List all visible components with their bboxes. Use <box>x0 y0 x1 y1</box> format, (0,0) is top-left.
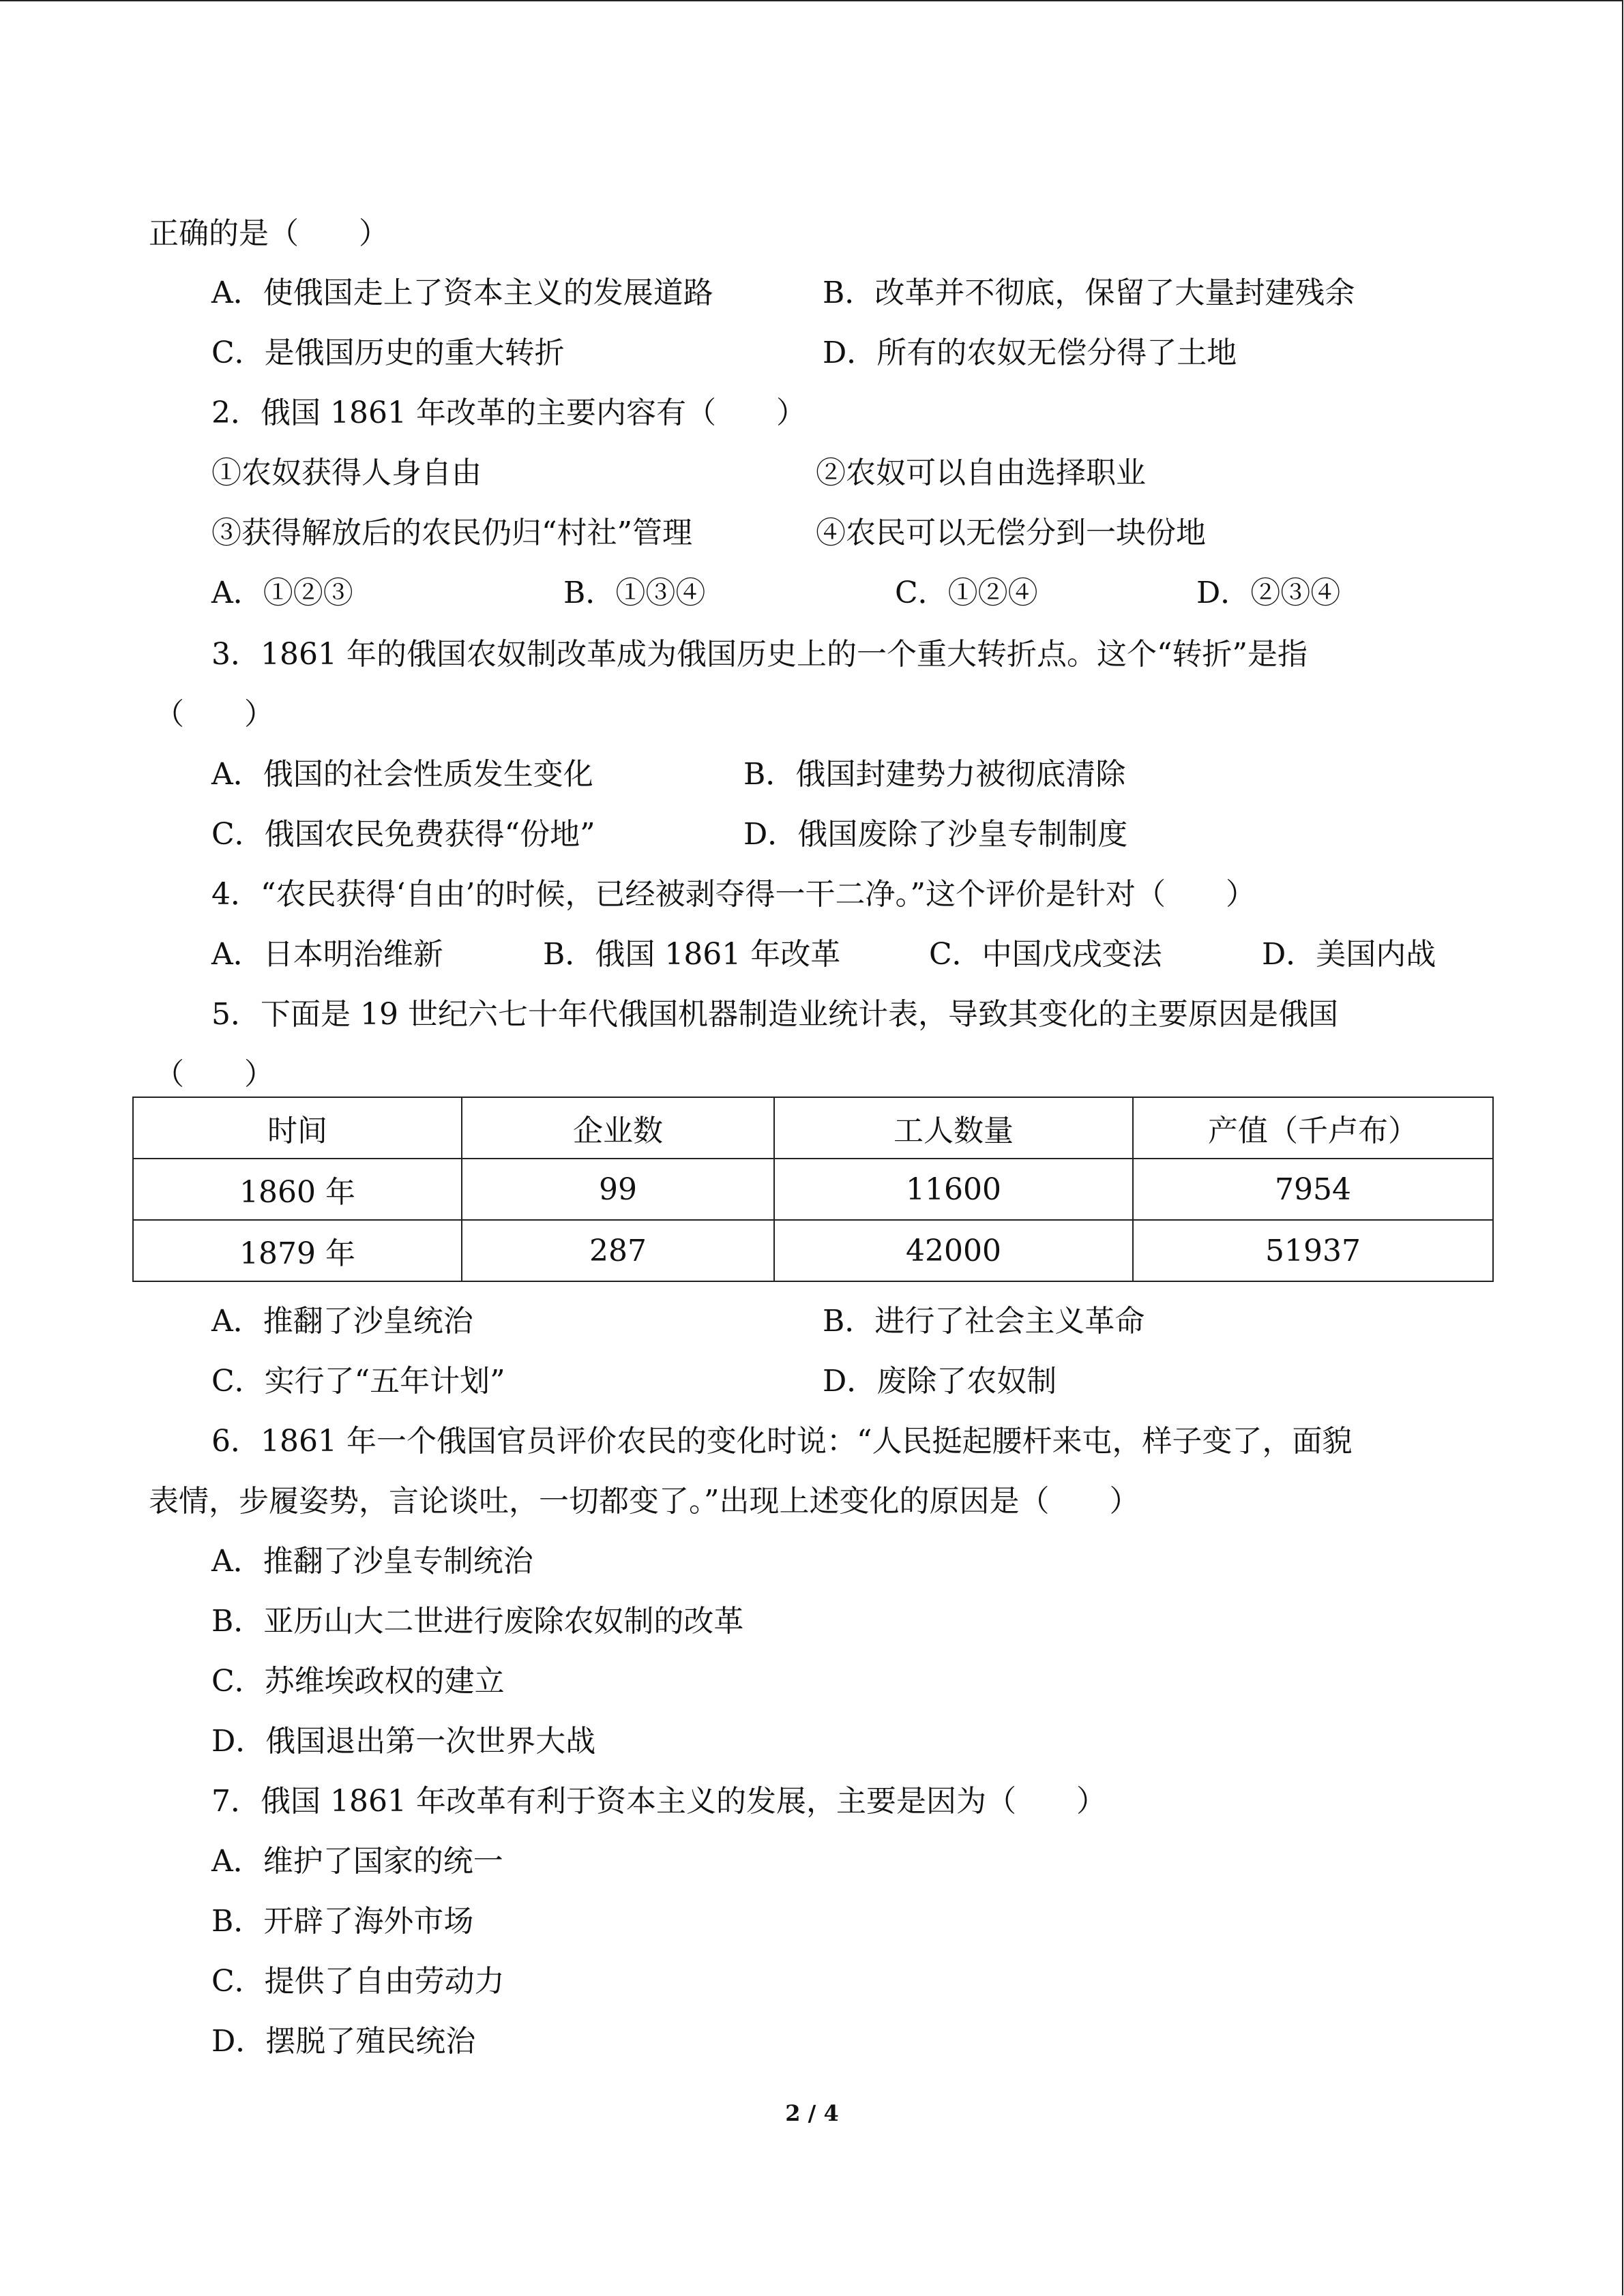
q2-item-3: ③获得解放后的农民仍归“村社”管理 <box>211 516 692 550</box>
q6-option-c: C．苏维埃政权的建立 <box>211 1664 505 1699</box>
table-cell: 99 <box>462 1159 774 1220</box>
q7-option-a: A．维护了国家的统一 <box>211 1844 503 1879</box>
q5-option-c: C．实行了“五年计划” <box>211 1364 505 1399</box>
q3-option-c: C．俄国农民免费获得“份地” <box>211 817 595 852</box>
table-cell: 1860 年 <box>133 1159 462 1220</box>
q4-option-b: B．俄国 1861 年改革 <box>543 937 841 972</box>
q7-stem: 7．俄国 1861 年改革有利于资本主义的发展，主要是因为（ ） <box>211 1784 1106 1819</box>
table-cell: 7954 <box>1133 1159 1493 1220</box>
q3-option-a: A．俄国的社会性质发生变化 <box>211 757 593 792</box>
q4-option-a: A．日本明治维新 <box>211 937 443 972</box>
q5-stem-line2: （ ） <box>154 1057 274 1092</box>
q4-option-d: D．美国内战 <box>1262 937 1436 972</box>
q2-item-4: ④农民可以无偿分到一块份地 <box>816 516 1206 550</box>
q2-option-d: D．②③④ <box>1196 576 1341 610</box>
q1-option-a: A．使俄国走上了资本主义的发展道路 <box>211 275 713 310</box>
table-header-cell: 企业数 <box>462 1097 774 1159</box>
intro-line: 正确的是（ ） <box>149 216 389 251</box>
q7-option-b: B．开辟了海外市场 <box>211 1904 474 1939</box>
q5-option-b: B．进行了社会主义革命 <box>823 1304 1145 1339</box>
q2-option-b: B．①③④ <box>563 576 706 610</box>
q3-stem-line2: （ ） <box>154 697 274 732</box>
q2-stem: 2．俄国 1861 年改革的主要内容有（ ） <box>211 396 806 430</box>
q2-item-2: ②农奴可以自由选择职业 <box>816 456 1146 490</box>
q4-option-c: C．中国戊戌变法 <box>929 937 1162 972</box>
q2-option-a: A．①②③ <box>211 576 353 610</box>
table-row <box>133 1220 1493 1281</box>
table-cell: 51937 <box>1133 1220 1493 1281</box>
q7-option-d: D．摆脱了殖民统治 <box>211 2024 476 2059</box>
table-cell: 42000 <box>774 1220 1133 1281</box>
q1-option-d: D．所有的农奴无偿分得了土地 <box>823 336 1237 370</box>
q6-option-a: A．推翻了沙皇专制统治 <box>211 1544 533 1579</box>
table-header-cell: 时间 <box>133 1097 462 1159</box>
q5-stem-line1: 5．下面是 19 世纪六七十年代俄国机器制造业统计表，导致其变化的主要原因是俄国 <box>211 997 1338 1032</box>
table-header-row <box>133 1097 1493 1159</box>
q2-option-c: C．①②④ <box>895 576 1038 610</box>
table-header-cell: 产值（千卢布） <box>1133 1097 1493 1159</box>
table-cell: 1879 年 <box>133 1220 462 1281</box>
q6-option-b: B．亚历山大二世进行废除农奴制的改革 <box>211 1604 744 1639</box>
q3-stem-line1: 3．1861 年的俄国农奴制改革成为俄国历史上的一个重大转折点。这个“转折”是指 <box>211 637 1308 672</box>
q1-option-c: C．是俄国历史的重大转折 <box>211 336 565 370</box>
table-cell: 287 <box>462 1220 774 1281</box>
q7-option-c: C．提供了自由劳动力 <box>211 1964 505 1999</box>
q1-option-b: B．改革并不彻底，保留了大量封建残余 <box>823 275 1355 310</box>
q6-stem-line1: 6．1861 年一个俄国官员评价农民的变化时说：“人民挺起腰杆来屯，样子变了，面貌 <box>211 1424 1353 1459</box>
table-header-cell: 工人数量 <box>774 1097 1133 1159</box>
q3-option-b: B．俄国封建势力被彻底清除 <box>743 757 1126 792</box>
q6-stem-line2: 表情，步履姿势，言论谈吐，一切都变了。”出现上述变化的原因是（ ） <box>149 1484 1140 1519</box>
page-number: 2 / 4 <box>785 2100 839 2126</box>
q3-option-d: D．俄国废除了沙皇专制制度 <box>743 817 1128 852</box>
q2-item-1: ①农奴获得人身自由 <box>211 456 482 490</box>
table-cell: 11600 <box>774 1159 1133 1220</box>
q5-option-d: D．废除了农奴制 <box>823 1364 1057 1399</box>
q6-option-d: D．俄国退出第一次世界大战 <box>211 1724 596 1759</box>
q4-stem: 4．“农民获得‘自由’的时候，已经被剥夺得一干二净。”这个评价是针对（ ） <box>211 877 1256 912</box>
q5-option-a: A．推翻了沙皇统治 <box>211 1304 473 1339</box>
table-row <box>133 1159 1493 1220</box>
statistics-table <box>132 1097 1494 1282</box>
